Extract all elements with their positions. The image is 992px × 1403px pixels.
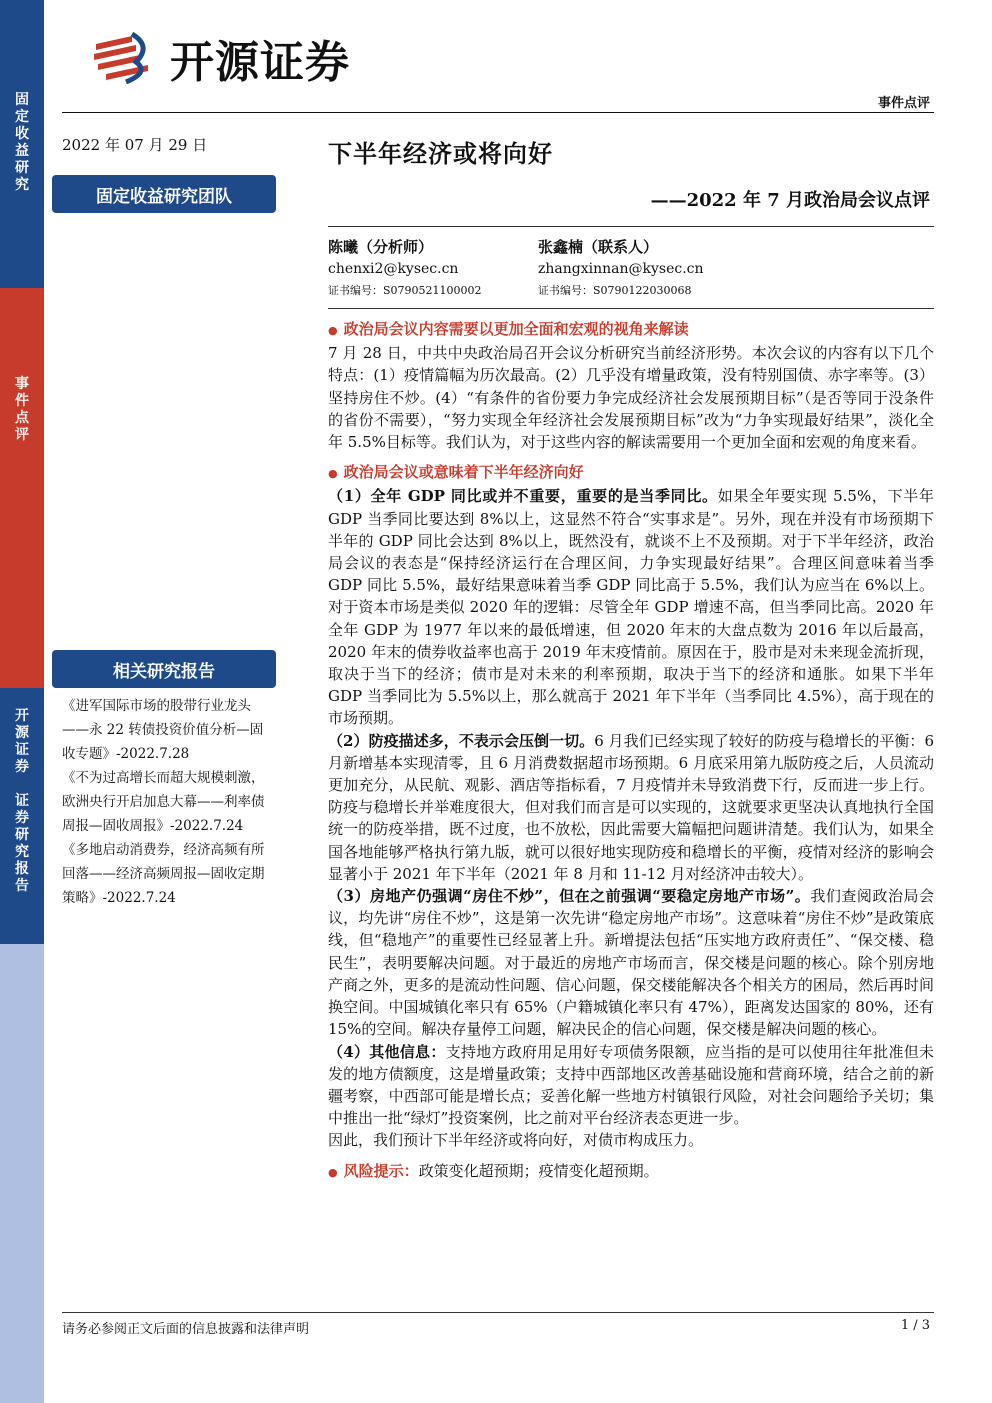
side-tab-fixed-income [0, 0, 44, 288]
risk-note [328, 1160, 934, 1184]
bullet-icon: ● [328, 324, 338, 337]
paragraph-text: 我们查阅政治局会议，均先讲“房住不炒”，这是第一次先讲“稳定房地产市场”。这意味着“房住不炒”是政策底线，但“稳地产”的重要性已经显著上升。新增提法包括“压实地方政府责任”、“保交楼、稳民生”，表明要解决问题。对于最近的房地产市场而言，保交楼是问题的核心。除个别房地产商之外，更多的是流动性问题、信心问题，保交楼能解决各个相关方的困局，然后再时间换空间。中国城镇化率只有 65%（户籍城镇化率只有 47%），距离发达国家的 80%，还有 15%的空间。解决存量停工问题，解决民企的信心问题，保交楼是解决问题的核心。 [328, 887, 934, 1039]
paragraph-lead: （2）防疫描述多，不表示会压倒一切。 [328, 731, 595, 750]
author-name: 张鑫楠（联系人） [538, 238, 659, 256]
side-bar [0, 0, 44, 1403]
paragraph-lead: （4）其他信息： [328, 1042, 446, 1061]
paragraph: 因此，我们预计下半年经济或将向好，对债市构成压力。 [328, 1131, 704, 1150]
paragraph [328, 730, 934, 885]
section-heading-text: 政治局会议内容需要以更加全面和宏观的视角来解读 [343, 320, 689, 338]
logo-name: 开源证券 [170, 37, 350, 88]
report-title: 下半年经济或将向好 [328, 139, 553, 168]
side-tab-company [0, 688, 44, 944]
side-tab-label: 开 源 证 券 证 券 研 究 报 告 [15, 708, 29, 894]
page-number: 1 / 3 [900, 1318, 930, 1333]
related-reports-list [62, 694, 276, 910]
author-card [328, 236, 482, 302]
footer-disclaimer: 请务必参阅正文后面的信息披露和法律声明 [62, 1322, 310, 1337]
section-heading [328, 461, 934, 485]
report-date: 2022 年 07 月 29 日 [62, 136, 208, 154]
side-tab-label: 事 件 点 评 [15, 376, 29, 443]
author-email[interactable]: zhangxinnan@kysec.cn [538, 261, 704, 277]
paragraph: 7 月 28 日，中共中央政治局召开会议分析研究当前经济形势。本次会议的内容有以下几个特点：(1）疫情篇幅为历次最高。(2）几乎没有增量政策，没有特别国债、赤字率等。(3）坚持房住不炒。(4）“有条件的省份要力争完成经济社会发展预期目标”（是否等同于没条件的省份不需要），“努力实现全年经济社会发展预期目标”改为“力争实现最好结果”，淡化全年 5.5%目标等。我们认为，对于这些内容的解读需要用一个更加全面和宏观的角度来看。 [328, 344, 934, 452]
risk-text: 政策变化超预期；疫情变化超预期。 [418, 1161, 659, 1180]
bullet-icon: ● [328, 1165, 338, 1179]
paragraph-text: 6 月我们已经实现了较好的防疫与稳增长的平衡：6 月新增基本实现清零，且 6 月消费数据超市场预期。6 月底采用第九版防疫之后，人员流动更加充分，从民航、观影、酒店等指标看，7 月疫情并未导致消费下行，反而进一步上行。防疫与稳增长并举难度很大，但对我们而言是可以实现的，这就要求更坚决认真地执行全国统一的防疫举措，既不过度，也不放松，因此需要大篇幅把问题讲清楚。我们认为，如果全国各地能够严格执行第九版，就可以很好地实现防疫和稳增长的平衡，疫情对经济的影响会显著小于 2021 年下半年（2021 年 8 月和 11-12 月对经济冲击较大）。 [328, 731, 934, 883]
related-report-item[interactable]: 《不为过高增长而超大规模刺激，欧洲央行开启加息大幕——利率债周报—固收周报》-2022.7.24 [62, 770, 265, 834]
author-card [538, 236, 704, 302]
author-cert: 证书编号：S0790122030068 [538, 284, 692, 297]
paragraph [328, 885, 934, 1040]
title-divider [328, 226, 934, 227]
paragraph-text: 如果全年要实现 5.5%，下半年 GDP 当季同比要达到 8%以上，这显然不符合“实事求是”。另外，现在并没有市场预期下半年的 GDP 同比会达到 8%以上，既然没有，就谈不上不及预期。对于下半年经济，政治局会议的表态是“保持经济运行在合理区间，力争实现最好结果”。合理区间意味着当季 GDP 同比 5.5%，最好结果意味着当季 GDP 同比高于 5.5%，我们认为应当在 6%以上。对于资本市场是类似 2020 年的逻辑：尽管全年 GDP 增速不高，但当季同比高。2020 年全年 GDP 为 1977 年以来的最低增速，但 2020 年末的大盘点数为 2016 年以后最高，2020 年末的债券收益率也高于 2019 年末疫情前。原因在于，股市是对未来现金流折现，取决于当下的经济；债市是对未来的利率预期，取决于当下的经济和通胀。如果下半年 GDP 当季同比为 5.5%以上，那么就高于 2021 年下半年（当季同比 4.5%），高于现在的市场预期。 [328, 487, 934, 728]
related-reports-box: 相关研究报告 [52, 650, 276, 688]
paragraph-text: 支持地方政府用足用好专项债务限额，应当指的是可以使用往年批准但未发的地方债额度，这是增量政策；支持中西部地区改善基础设施和营商环境，结合之前的新疆考察，中西部可能是增长点；妥善化解一些地方村镇银行风险，对社会问题给予关切；集中推出一批“绿灯”投资案例，比之前对平台经济表态更进一步。 [328, 1042, 934, 1128]
section-heading [328, 318, 934, 342]
author-divider [328, 308, 934, 309]
header-divider [62, 112, 934, 113]
company-logo [92, 28, 350, 88]
paragraph-lead: （3）房地产仍强调“房住不炒”，但在之前强调“要稳定房地产市场”。 [328, 887, 811, 906]
side-tab-label: 固 定 收 益 研 究 [15, 92, 29, 193]
related-report-item[interactable]: 《多地启动消费券，经济高频有所回落——经济高频周报—固收定期策略》-2022.7.24 [62, 842, 265, 906]
author-email[interactable]: chenxi2@kysec.cn [328, 261, 459, 277]
author-cert: 证书编号：S0790521100002 [328, 284, 482, 297]
side-tab-event [0, 288, 44, 688]
footer-divider [62, 1312, 934, 1313]
section-heading-text: 政治局会议或意味着下半年经济向好 [343, 463, 584, 482]
team-box: 固定收益研究团队 [52, 175, 276, 213]
report-type-tag: 事件点评 [877, 96, 930, 111]
related-report-item[interactable]: 《进军国际市场的股带行业龙头——永 22 转债投资价值分析—固收专题》-2022.7.28 [62, 698, 264, 762]
risk-heading: 风险提示： [343, 1161, 419, 1180]
report-body [328, 318, 934, 1184]
bullet-icon: ● [328, 467, 338, 481]
paragraph [328, 1041, 934, 1130]
report-subtitle: ——2022 年 7 月政治局会议点评 [650, 190, 930, 211]
paragraph [328, 485, 934, 729]
author-name: 陈曦（分析师） [328, 238, 434, 256]
logo-mark-icon [92, 32, 156, 84]
paragraph-lead: （1）全年 GDP 同比或并不重要，重要的是当季同比。 [328, 487, 718, 506]
